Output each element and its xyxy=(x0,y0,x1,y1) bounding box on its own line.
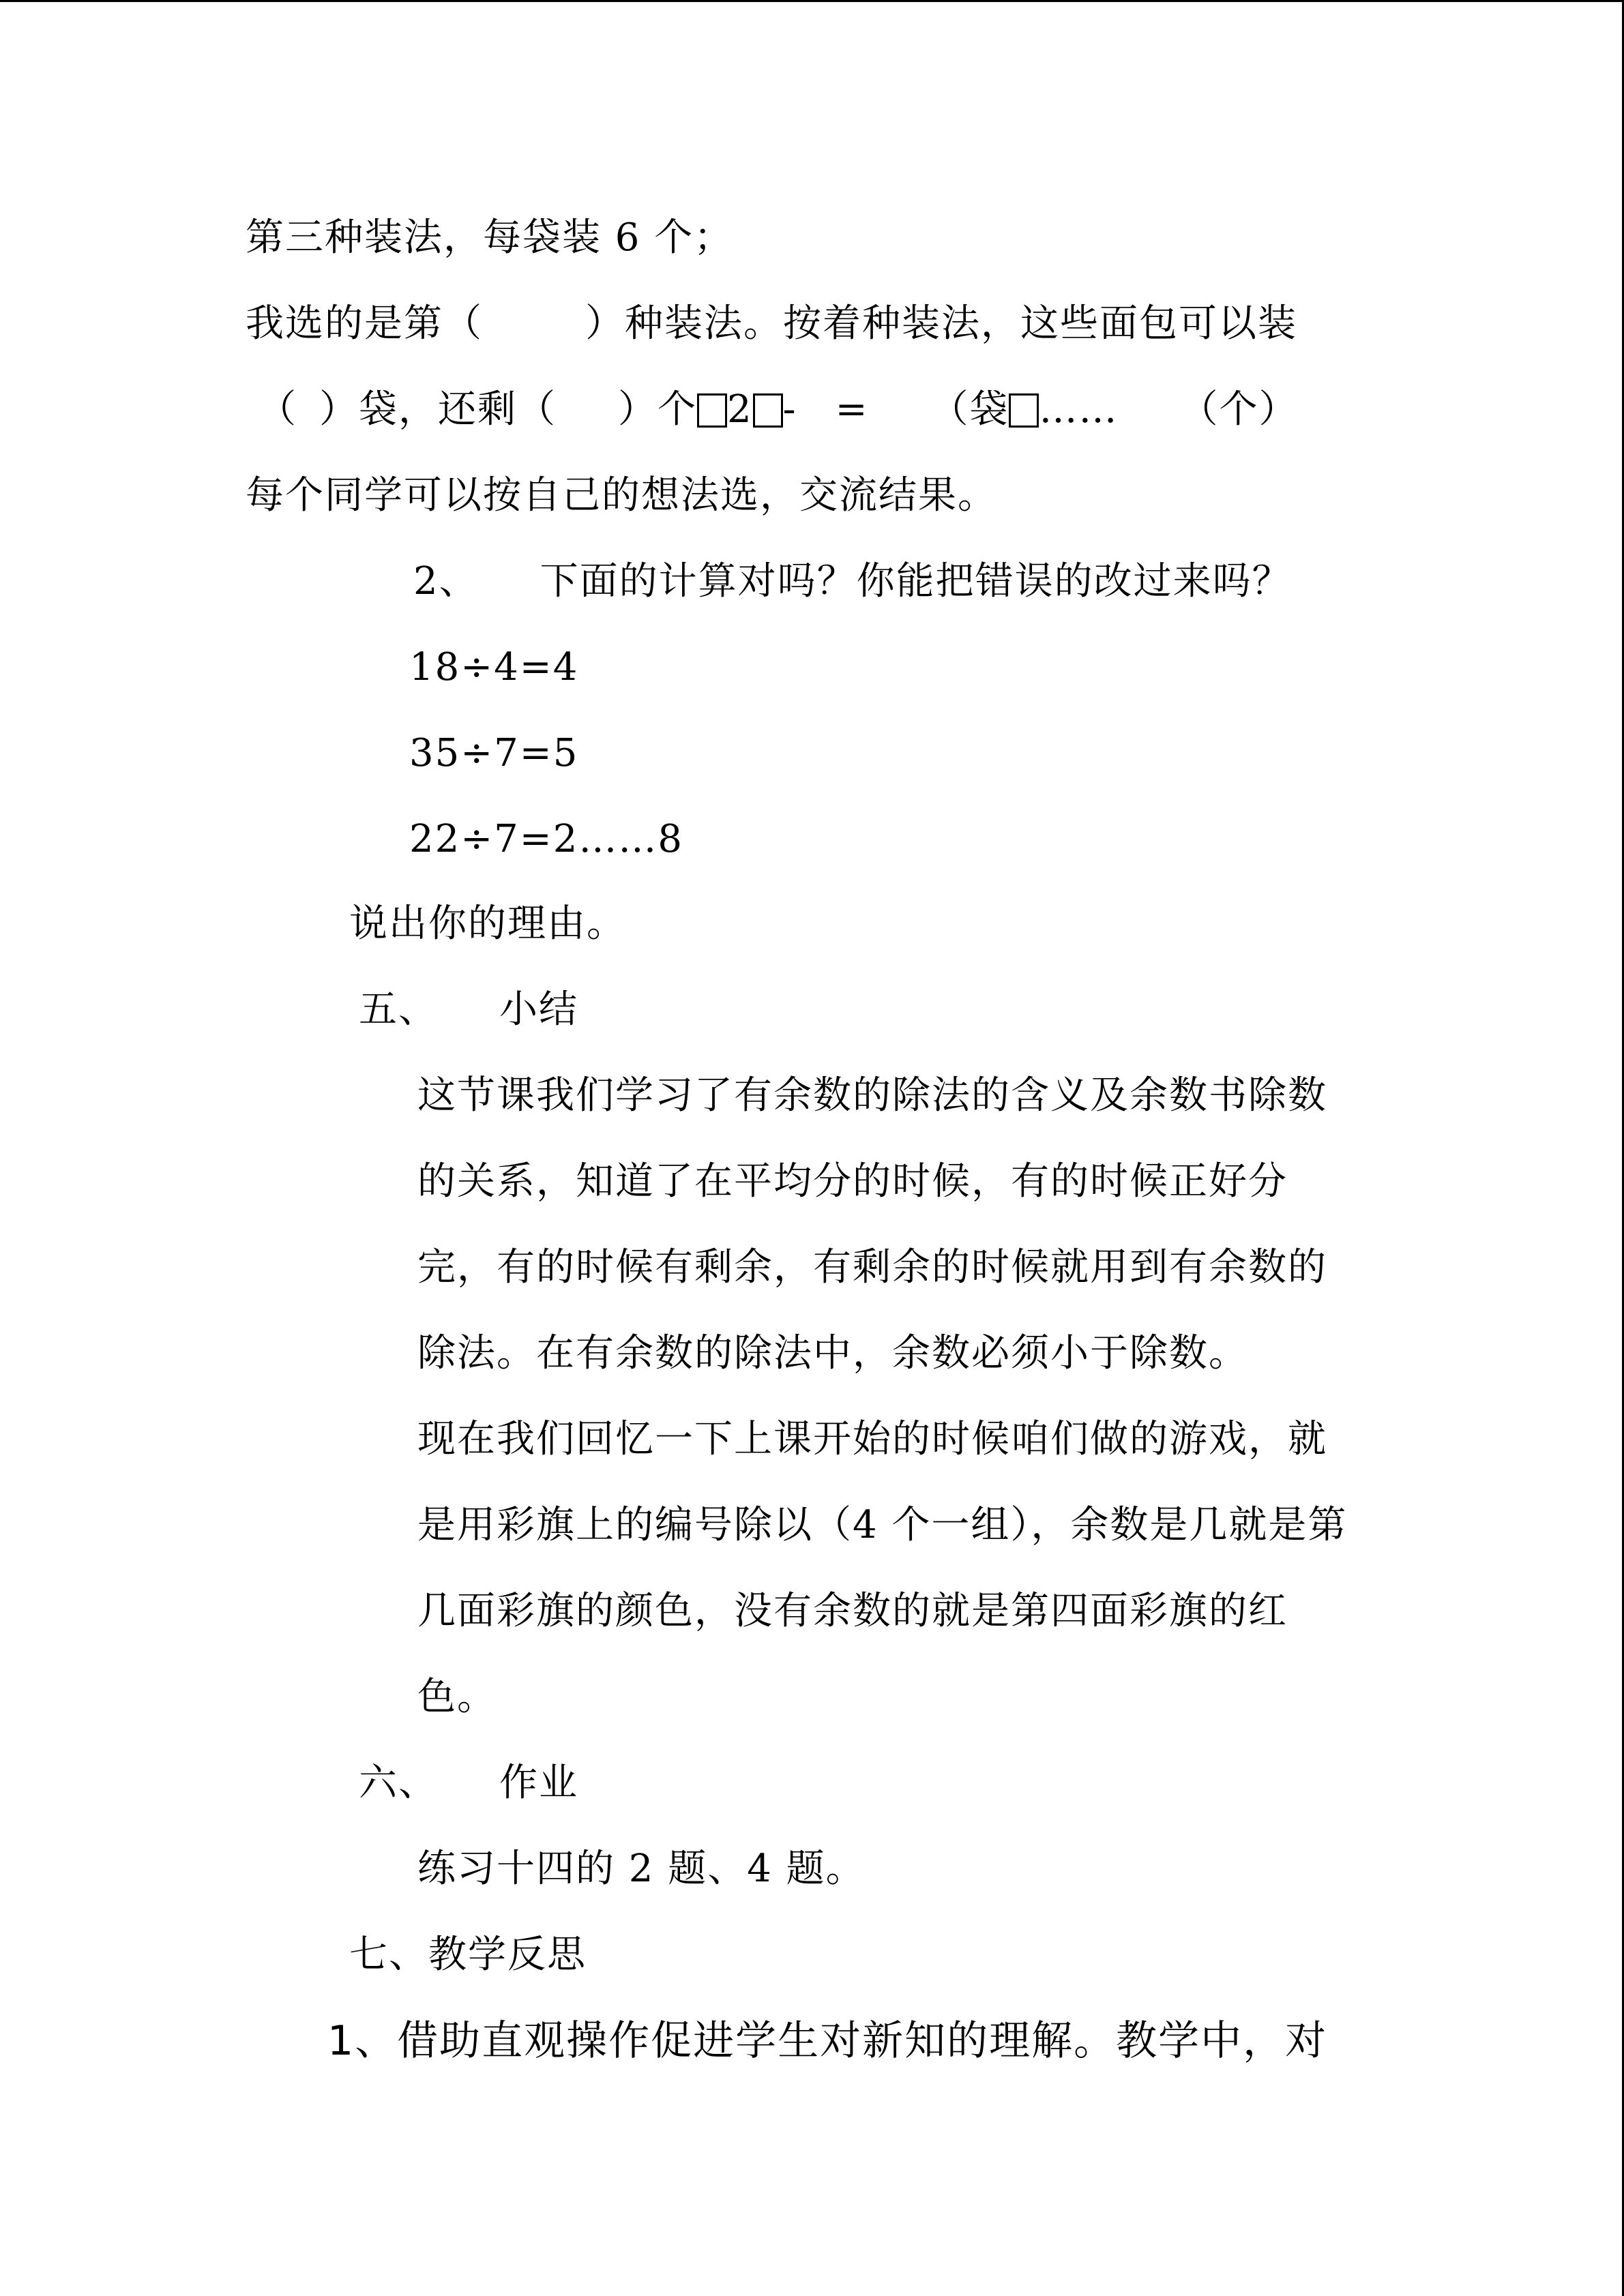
line-reason: 说出你的理由。 xyxy=(349,901,626,946)
pieces-text: ）个 xyxy=(618,387,697,432)
line-method-three: 第三种装法，每袋装 6 个； xyxy=(246,215,734,260)
blank-box xyxy=(697,393,727,428)
summary-line-4: 除法。在有余数的除法中，余数必须小于除数。 xyxy=(417,1331,1248,1375)
page-top-border xyxy=(0,0,1624,2)
blank-box xyxy=(1009,393,1039,428)
bags-remain-text: ）袋，还剩（ xyxy=(319,387,557,432)
equation-2: 35÷7=5 xyxy=(409,731,579,775)
section-title: 小结 xyxy=(499,987,578,1032)
summary-line-5: 现在我们回忆一下上课开始的时候咱们做的游戏，就 xyxy=(417,1417,1327,1461)
line-choose-method xyxy=(246,300,1297,348)
summary-line-6: 是用彩旗上的编号除以（4 个一组），余数是几就是第 xyxy=(417,1503,1348,1547)
question-text: 下面的计算对吗？你能把错误的改过来吗？ xyxy=(540,559,1292,603)
reflection-text: 、借助直观操作促进学生对新知的理解。教学中，对 xyxy=(355,2017,1328,2065)
summary-line-1: 这节课我们学习了有余数的除法的含义及余数书除数 xyxy=(417,1073,1327,1118)
bag-text: （袋 xyxy=(930,387,1009,432)
summary-line-7: 几面彩旗的颜色，没有余数的就是第四面彩旗的红 xyxy=(417,1589,1288,1633)
blank-box xyxy=(753,393,783,428)
section-number: 六、 xyxy=(359,1761,438,1805)
reflection-number: 1 xyxy=(327,2017,355,2065)
choose-suffix: ）种装法。按着种装法，这些面包可以装 xyxy=(585,301,1297,346)
section-6-heading xyxy=(359,1759,578,1807)
summary-line-3: 完，有的时候有剩余，有剩余的时候就用到有余数的 xyxy=(417,1245,1327,1289)
equation-1: 18÷4=4 xyxy=(409,645,579,689)
line-share-results: 每个同学可以按自己的想法选，交流结果。 xyxy=(246,473,997,518)
reflection-line-1 xyxy=(327,2017,1327,2065)
section-7-heading: 七、教学反思 xyxy=(349,1933,587,1977)
section-title: 作业 xyxy=(499,1761,578,1805)
summary-line-2: 的关系，知道了在平均分的时候，有的时候正好分 xyxy=(417,1159,1288,1204)
section-5-heading xyxy=(359,986,578,1034)
number-two: 2 xyxy=(727,387,753,432)
equation-3: 22÷7=2……8 xyxy=(409,817,683,861)
unit-text: （个） xyxy=(1179,387,1299,432)
equals-sign: = xyxy=(835,387,869,432)
line-fill-blanks xyxy=(258,386,1298,434)
ellipsis: …… xyxy=(1039,387,1119,432)
blank-open: （ xyxy=(258,387,297,432)
dash: - xyxy=(782,387,797,432)
question-2 xyxy=(413,558,1292,606)
question-number: 2、 xyxy=(413,559,479,603)
section-number: 五、 xyxy=(359,987,438,1032)
summary-line-8: 色。 xyxy=(417,1675,497,1719)
homework-line: 练习十四的 2 题、4 题。 xyxy=(417,1847,866,1891)
choose-prefix: 我选的是第（ xyxy=(246,301,483,346)
